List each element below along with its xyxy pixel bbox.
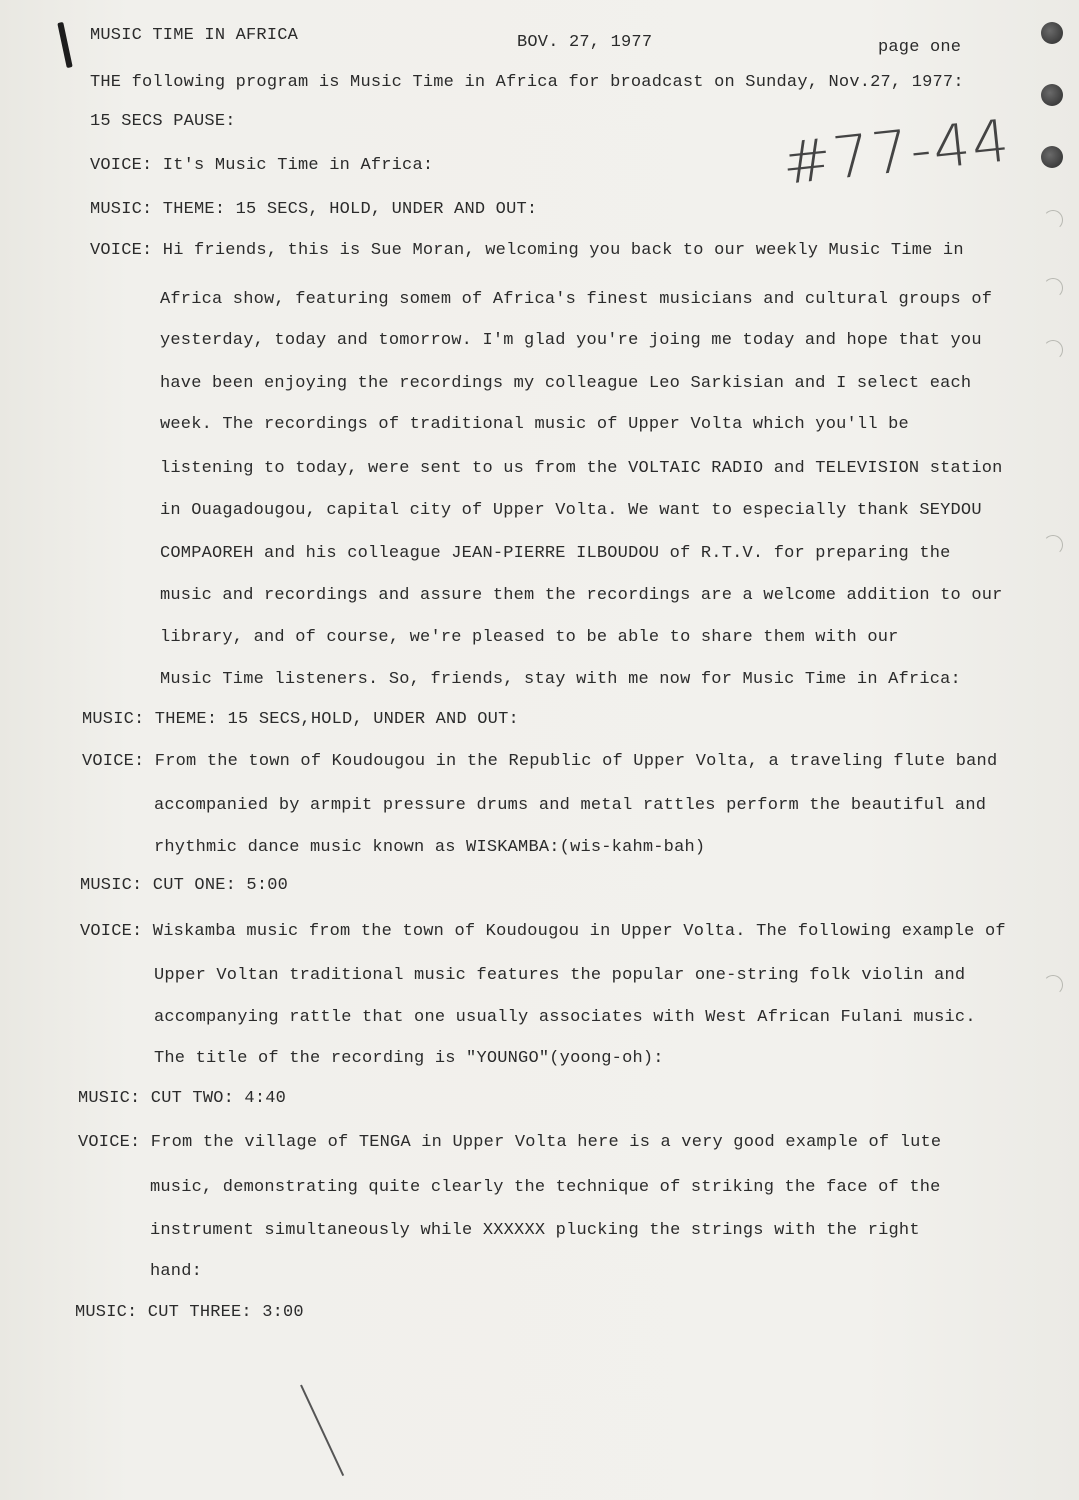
script-line: in Ouagadougou, capital city of Upper Volta. We want to especially thank SEYDOU [160,501,982,520]
punch-hole-mark [1043,210,1063,230]
script-line: MUSIC: THEME: 15 SECS,HOLD, UNDER AND OUT: [82,710,519,729]
script-line: VOICE: From the village of TENGA in Upper Volta here is a very good example of lute [78,1133,942,1152]
script-line: MUSIC: CUT TWO: 4:40 [78,1089,287,1108]
script-line: Africa show, featuring somem of Africa's finest musicians and cultural groups of [160,290,993,309]
script-line: hand: [150,1262,203,1281]
script-line: VOICE: Hi friends, this is Sue Moran, welcoming you back to our weekly Music Time in [90,241,964,260]
script-line: The title of the recording is "YOUNGO"(yoong-oh): [154,1049,664,1068]
broadcast-date: BOV. 27, 1977 [517,33,653,52]
script-line: instrument simultaneously while XXXXXX plucking the strings with the right [150,1221,920,1240]
script-line: music and recordings and assure them the recordings are a welcome addition to our [160,586,1003,605]
script-line: VOICE: Wiskamba music from the town of Koudougou in Upper Volta. The following example of [80,922,1006,941]
show-title: MUSIC TIME IN AFRICA [90,26,299,45]
script-line: accompanying rattle that one usually associates with West African Fulani music. [154,1008,976,1027]
punch-hole [1041,22,1063,44]
punch-hole [1041,146,1063,168]
punch-hole-mark [1043,278,1063,298]
script-line: music, demonstrating quite clearly the technique of striking the face of the [150,1178,941,1197]
script-line: 15 SECS PAUSE: [90,112,236,131]
script-line: VOICE: It's Music Time in Africa: [90,156,434,175]
punch-hole-mark [1043,535,1063,555]
script-line: yesterday, today and tomorrow. I'm glad you're joing me today and hope that you [160,331,982,350]
script-line: Upper Voltan traditional music features the popular one-string folk violin and [154,966,966,985]
script-line: MUSIC: THEME: 15 SECS, HOLD, UNDER AND OUT: [90,200,538,219]
script-line: THE following program is Music Time in Africa for broadcast on Sunday, Nov.27, 1977: [90,73,964,92]
script-line: VOICE: From the town of Koudougou in the Republic of Upper Volta, a traveling flute band [82,752,998,771]
punch-hole-mark [1043,975,1063,995]
page-number: page one [878,38,962,57]
script-line: rhythmic dance music known as WISKAMBA:(wis-kahm-bah) [154,838,706,857]
handwritten-annotation: #77-44 [779,106,1015,198]
staple-mark [57,22,72,68]
script-line: MUSIC: CUT ONE: 5:00 [80,876,289,895]
script-line: week. The recordings of traditional music of Upper Volta which you'll be [160,415,909,434]
script-line: library, and of course, we're pleased to be able to share them with our [160,628,899,647]
punch-hole-mark [1043,340,1063,360]
script-line: Music Time listeners. So, friends, stay with me now for Music Time in Africa: [160,670,961,689]
script-line: listening to today, were sent to us from the VOLTAIC RADIO and TELEVISION station [160,459,1003,478]
pen-stroke [300,1385,344,1476]
script-line: COMPAOREH and his colleague JEAN-PIERRE ILBOUDOU of R.T.V. for preparing the [160,544,951,563]
script-line: have been enjoying the recordings my colleague Leo Sarkisian and I select each [160,374,972,393]
punch-hole [1041,84,1063,106]
script-line: accompanied by armpit pressure drums and metal rattles perform the beautiful and [154,796,987,815]
script-line: MUSIC: CUT THREE: 3:00 [75,1303,304,1322]
